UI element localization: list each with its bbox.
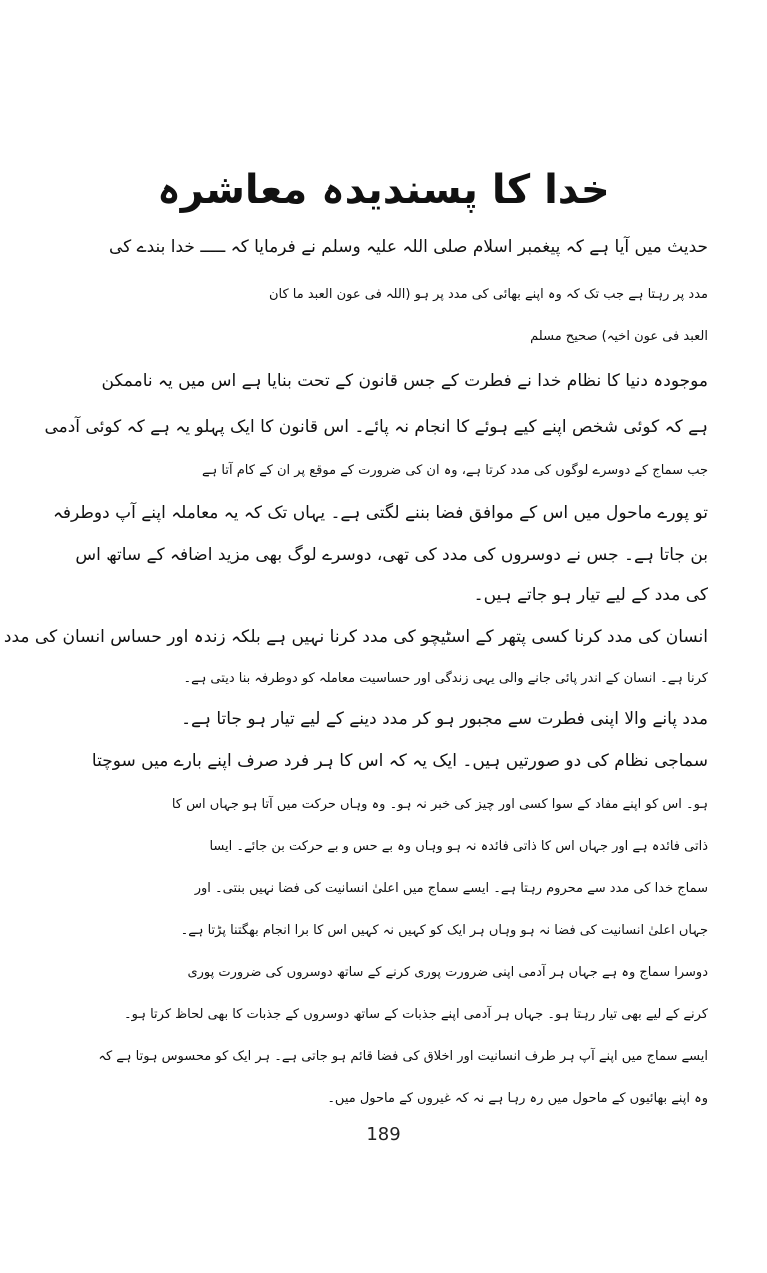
text-line-9: کی مدد کے لیے تیار ہو جاتے ہیں۔ — [473, 585, 708, 605]
text-line-4: موجودہ دنیا کا نظام خدا نے فطرت کے جس قانون کے تحت بنایا ہے اس میں یہ ناممکن — [101, 371, 708, 391]
page-title: خدا کا پسندیدہ معاشرہ — [157, 167, 610, 213]
text-line-13: سماجی نظام کی دو صورتیں ہیں۔ ایک یہ کہ اس کا ہر فرد صرف اپنے بارے میں سوچتا — [91, 751, 708, 771]
text-line-8: بن جاتا ہے۔ جس نے دوسروں کی مدد کی تھی، دوسرے لوگ بھی مزید اضافہ کے ساتھ اس — [75, 545, 708, 565]
text-line-3: العبد فی عون اخیہ) صحیح مسلم — [530, 329, 708, 344]
text-line-10: انسان کی مدد کرنا کسی پتھر کے اسٹیچو کی مدد کرنا نہیں ہے بلکہ زندہ اور حساس انسان کی مدد — [3, 627, 708, 647]
text-line-6: جب سماج کے دوسرے لوگوں کی مدد کرتا ہے، وہ ان کی ضرورت کے موقع پر ان کے کام آتا ہے — [202, 463, 708, 478]
text-line-18: دوسرا سماج وہ ہے جہاں ہر آدمی اپنی ضرورت پوری کرنے کے ساتھ دوسروں کی ضرورت پوری — [187, 965, 708, 980]
text-line-20: ایسے سماج میں اپنے آپ ہر طرف انسانیت اور اخلاق کی فضا قائم ہو جاتی ہے۔ ہر ایک کو محسوس ہوتا ہے کہ — [98, 1049, 708, 1064]
text-line-21: وہ اپنے بھائیوں کے ماحول میں رہ رہا ہے نہ کہ غیروں کے ماحول میں۔ — [327, 1091, 708, 1106]
text-line-17: جہاں اعلیٰ انسانیت کی فضا نہ ہو وہاں ہر ایک کو کہیں نہ کہیں اس کا برا انجام بھگتنا پڑتا ہے۔ — [180, 923, 708, 938]
text-line-2: مدد پر رہتا ہے جب تک کہ وہ اپنے بھائی کی مدد پر ہو (اللہ فی عون العبد ما کان — [268, 287, 708, 302]
text-line-16: سماج خدا کی مدد سے محروم رہتا ہے۔ ایسے سماج میں اعلیٰ انسانیت کی فضا نہیں بنتی۔ اور — [194, 881, 708, 896]
text-line-15: ذاتی فائدہ ہے اور جہاں اس کا ذاتی فائدہ نہ ہو وہاں وہ بے حس و بے حرکت بن جائے۔ ایسا — [209, 839, 708, 854]
text-line-1: حدیث میں آیا ہے کہ پیغمبر اسلام صلی اللہ علیہ وسلم نے فرمایا کہ ـــــ خدا بندے کی — [108, 237, 708, 257]
text-line-19: کرنے کے لیے بھی تیار رہتا ہو۔ جہاں ہر آدمی اپنے جذبات کے ساتھ دوسروں کے جذبات کا بھی لحاظ کرتا ہو۔ — [124, 1007, 708, 1022]
text-line-11: کرنا ہے۔ انسان کے اندر پائی جانے والی یہی زندگی اور حساسیت معاملہ کو دوطرفہ بنا دیتی ہے۔ — [183, 671, 708, 686]
text-line-5: ہے کہ کوئی شخص اپنے کیے ہوئے کا انجام نہ پائے۔ اس قانون کا ایک پہلو یہ ہے کہ کوئی آدمی — [44, 417, 708, 437]
text-line-7: تو پورے ماحول میں اس کے موافق فضا بننے لگتی ہے۔ یہاں تک کہ یہ معاملہ اپنے آپ دوطرفہ — [52, 503, 708, 523]
page-number: 189 — [366, 1124, 401, 1145]
text-line-12: مدد پانے والا اپنی فطرت سے مجبور ہو کر مدد دینے کے لیے تیار ہو جاتا ہے۔ — [181, 709, 708, 729]
text-line-14: ہو۔ اس کو اپنے مفاد کے سوا کسی اور چیز کی خبر نہ ہو۔ وہ وہاں حرکت میں آتا ہو جہاں اس کا — [171, 797, 708, 812]
